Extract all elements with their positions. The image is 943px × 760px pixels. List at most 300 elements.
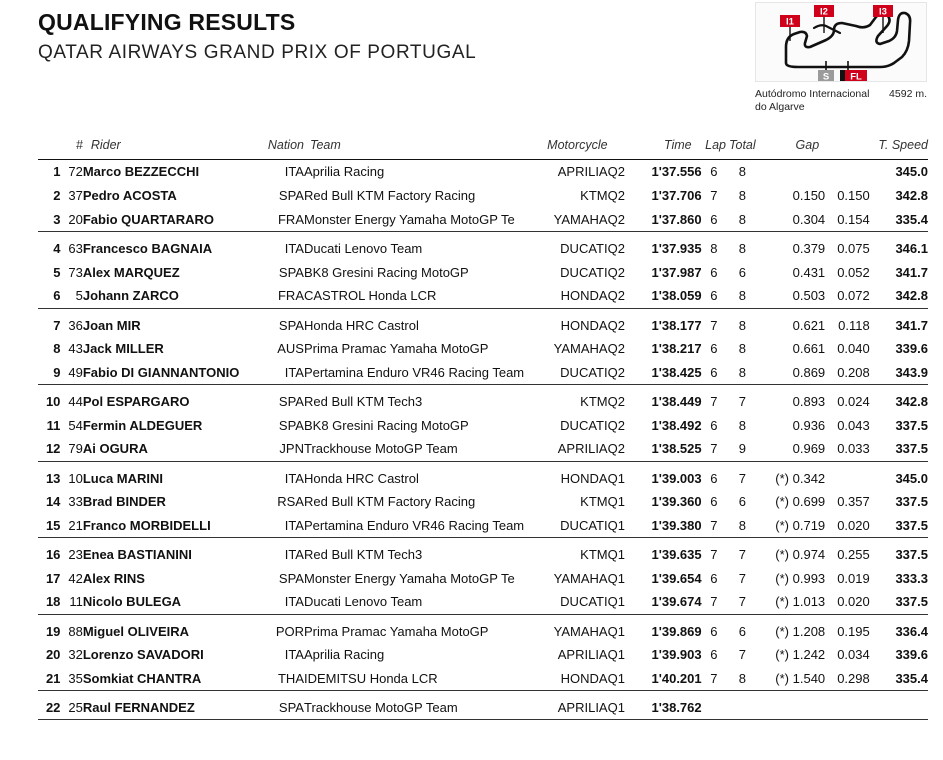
row-team: Pertamina Enduro VR46 Racing Team <box>304 514 535 538</box>
row-gap: (*) 1.540 <box>759 667 826 691</box>
row-number: 21 <box>60 514 82 538</box>
sector-marker-i1 <box>780 15 800 28</box>
table-row[interactable] <box>38 232 928 261</box>
table-row[interactable] <box>38 184 928 208</box>
row-lap: 7 <box>702 590 726 614</box>
row-number: 35 <box>60 667 82 691</box>
table-row[interactable] <box>38 590 928 614</box>
row-nation: SPA <box>278 264 304 280</box>
row-total: 8 <box>726 361 759 385</box>
row-top-speed: 337.5 <box>895 494 928 509</box>
row-session: Q2 <box>608 208 634 232</box>
row-total: 7 <box>738 647 746 662</box>
circuit-track-svg <box>756 3 927 82</box>
row-position: 8 <box>53 341 61 356</box>
row-number: 25 <box>60 691 82 720</box>
row-motorcycle: HONDA <box>560 470 608 486</box>
row-team: IDEMITSU Honda LCR <box>304 667 535 691</box>
row-lap: 7 <box>710 547 718 562</box>
row-team: Red Bull KTM Factory Racing <box>303 494 476 509</box>
row-gap-prev: 0.034 <box>837 647 870 662</box>
row-rider: Enea BASTIANINI <box>82 547 192 562</box>
row-nation: SPA <box>278 317 304 333</box>
row-motorcycle: KTM <box>580 547 608 562</box>
row-top-speed: 333.3 <box>895 570 928 586</box>
row-gap-prev <box>825 461 870 490</box>
row-motorcycle: APRILIA <box>557 164 608 180</box>
table-row[interactable] <box>38 643 928 667</box>
row-time: 1'39.380 <box>634 514 702 538</box>
row-top-speed: 335.4 <box>870 667 928 691</box>
column-header-rider: Rider <box>90 138 121 152</box>
row-top-speed: 337.5 <box>870 437 928 461</box>
table-header <box>38 138 928 160</box>
column-header-team: Team <box>309 138 341 152</box>
row-nation: THA <box>262 667 304 691</box>
row-rider: Nicolo BULEGA <box>83 590 263 614</box>
row-lap: 6 <box>710 494 718 509</box>
row-session: Q1 <box>608 590 634 614</box>
column-header-lap: Lap <box>705 138 727 152</box>
row-total: 8 <box>726 208 759 232</box>
i1-label: I1 <box>786 16 794 28</box>
row-gap-prev: 0.075 <box>837 241 870 256</box>
row-gap-prev: 0.154 <box>825 208 870 232</box>
row-gap-prev: 0.118 <box>838 317 870 333</box>
circuit-caption <box>755 88 927 114</box>
row-gap-prev: 0.195 <box>837 623 870 639</box>
row-motorcycle: DUCATI <box>535 514 608 538</box>
row-session: Q2 <box>607 164 625 180</box>
row-team: Honda HRC Castrol <box>303 317 419 333</box>
table-row[interactable] <box>38 160 928 184</box>
row-top-speed: 339.6 <box>895 341 928 356</box>
row-session: Q1 <box>607 547 625 562</box>
row-number: 42 <box>68 570 83 586</box>
row-time: 1'39.654 <box>651 570 702 586</box>
row-position: 7 <box>53 317 61 333</box>
row-total: 8 <box>738 241 746 256</box>
row-nation: SPA <box>278 188 304 203</box>
row-time: 1'37.935 <box>651 241 702 256</box>
row-top-speed: 341.7 <box>895 317 928 333</box>
row-session: Q1 <box>607 623 625 639</box>
row-motorcycle: YAMAHA <box>535 208 608 232</box>
row-gap <box>759 160 826 184</box>
row-team: Honda HRC Castrol <box>303 470 419 486</box>
row-nation: ITA <box>262 590 304 614</box>
finish-line-label: FL <box>850 71 862 82</box>
row-number: 10 <box>68 470 83 486</box>
row-team: BK8 Gresini Racing MotoGP <box>303 264 469 280</box>
row-top-speed: 336.4 <box>895 623 928 639</box>
table-row[interactable] <box>38 208 928 232</box>
row-motorcycle: HONDA <box>535 667 608 691</box>
row-total: 8 <box>726 284 759 308</box>
row-top-speed: 337.5 <box>870 514 928 538</box>
row-top-speed: 345.0 <box>895 164 928 180</box>
table-body <box>38 160 928 720</box>
row-session: Q2 <box>607 264 625 280</box>
row-top-speed <box>870 691 928 720</box>
row-gap-prev <box>825 160 870 184</box>
row-session: Q2 <box>608 437 634 461</box>
row-rider: Miguel OLIVEIRA <box>82 623 190 639</box>
column-header-time: Time <box>663 138 692 152</box>
row-session: Q1 <box>607 647 625 662</box>
row-number: 44 <box>68 394 83 409</box>
column-header-number: # <box>75 138 83 152</box>
row-top-speed: 342.8 <box>895 188 928 203</box>
row-total: 7 <box>738 394 746 409</box>
row-team: Ducati Lenovo Team <box>304 590 535 614</box>
row-total: 7 <box>726 590 759 614</box>
row-total: 7 <box>738 547 746 562</box>
column-header-gap-prev <box>825 138 870 160</box>
table-row[interactable] <box>38 308 928 337</box>
row-number: 43 <box>68 341 83 356</box>
table-header-row <box>38 138 928 160</box>
row-lap: 8 <box>710 241 718 256</box>
row-nation: ITA <box>284 164 304 180</box>
row-gap-prev: 0.052 <box>837 264 870 280</box>
row-rider: Fermin ALDEGUER <box>82 417 203 433</box>
row-session: Q2 <box>607 417 625 433</box>
row-lap: 6 <box>710 341 718 356</box>
row-gap-prev <box>825 691 870 720</box>
row-gap: (*) 0.993 <box>775 570 826 586</box>
row-gap-prev: 0.208 <box>825 361 870 385</box>
row-session: Q2 <box>608 284 634 308</box>
row-time: 1'38.492 <box>651 417 702 433</box>
row-lap: 7 <box>702 667 726 691</box>
row-session: Q2 <box>608 361 634 385</box>
row-team: BK8 Gresini Racing MotoGP <box>303 417 469 433</box>
row-position: 4 <box>53 241 61 256</box>
page-header <box>38 8 476 66</box>
row-time: 1'37.556 <box>651 164 702 180</box>
row-time: 1'39.869 <box>651 623 702 639</box>
row-lap: 6 <box>710 264 718 280</box>
row-gap-prev: 0.033 <box>825 437 870 461</box>
row-rider: Johann ZARCO <box>83 284 263 308</box>
row-motorcycle: DUCATI <box>535 361 608 385</box>
row-lap: 6 <box>702 361 726 385</box>
row-gap-prev: 0.024 <box>837 394 870 409</box>
row-gap: (*) 0.699 <box>775 494 826 509</box>
table-row[interactable] <box>38 284 928 308</box>
row-nation: SPA <box>278 394 304 409</box>
row-nation: ITA <box>284 647 304 662</box>
row-time: 1'39.674 <box>634 590 702 614</box>
row-top-speed: 343.9 <box>870 361 928 385</box>
finish-line-marker <box>840 70 867 82</box>
row-position: 19 <box>45 623 61 639</box>
row-team: Prima Pramac Yamaha MotoGP <box>303 341 489 356</box>
row-total: 6 <box>738 623 746 639</box>
row-gap-prev: 0.020 <box>825 514 870 538</box>
row-motorcycle: KTM <box>580 494 608 509</box>
row-top-speed: 342.8 <box>895 394 928 409</box>
row-nation: ITA <box>262 514 304 538</box>
row-session: Q2 <box>607 188 625 203</box>
table-row[interactable] <box>38 514 928 538</box>
table-row[interactable] <box>38 566 928 590</box>
column-header-nation: Nation <box>267 138 304 152</box>
row-session: Q2 <box>607 317 625 333</box>
row-gap: 0.379 <box>792 241 826 256</box>
row-team: Trackhouse MotoGP Team <box>304 437 535 461</box>
row-position: 10 <box>45 394 61 409</box>
row-position: 22 <box>38 691 60 720</box>
row-position: 17 <box>45 570 61 586</box>
row-number: 20 <box>60 208 82 232</box>
row-nation: FRA <box>262 208 304 232</box>
row-lap: 6 <box>710 623 718 639</box>
table-row[interactable] <box>38 337 928 361</box>
row-top-speed: 335.4 <box>870 208 928 232</box>
row-gap: 0.661 <box>792 341 826 356</box>
row-position: 21 <box>38 667 60 691</box>
row-time: 1'39.360 <box>651 494 702 509</box>
row-top-speed: 337.5 <box>870 590 928 614</box>
column-header-motorcycle: Motorcycle <box>547 138 608 152</box>
table-row[interactable] <box>38 437 928 461</box>
row-position: 6 <box>38 284 60 308</box>
row-number: 73 <box>68 264 83 280</box>
table-row[interactable] <box>38 538 928 567</box>
row-motorcycle: KTM <box>580 188 608 203</box>
row-motorcycle: DUCATI <box>560 264 608 280</box>
row-time: 1'39.635 <box>651 547 702 562</box>
table-row[interactable] <box>38 490 928 514</box>
table-row[interactable] <box>38 385 928 414</box>
row-nation: RSA <box>277 494 304 509</box>
row-team: Prima Pramac Yamaha MotoGP <box>303 623 489 639</box>
row-rider: Francesco BAGNAIA <box>82 241 213 256</box>
qualifying-results-table <box>38 138 928 720</box>
row-rider: Brad BINDER <box>82 494 166 509</box>
row-motorcycle: APRILIA <box>535 691 608 720</box>
circuit-length: 4592 m. <box>889 88 927 100</box>
row-time: 1'40.201 <box>634 667 702 691</box>
row-session: Q2 <box>607 241 625 256</box>
row-motorcycle: APRILIA <box>557 647 608 662</box>
row-nation: ITA <box>262 361 304 385</box>
row-lap: 6 <box>710 417 718 433</box>
row-nation: JPN <box>262 437 304 461</box>
row-gap: 0.893 <box>792 394 826 409</box>
start-label: S <box>822 71 830 82</box>
column-header-position <box>38 138 60 160</box>
sector-marker-i2 <box>814 5 834 18</box>
row-motorcycle: KTM <box>580 394 608 409</box>
row-position: 9 <box>38 361 60 385</box>
table-row[interactable] <box>38 461 928 490</box>
table-row[interactable] <box>38 691 928 720</box>
row-total: 7 <box>738 470 746 486</box>
row-time: 1'39.003 <box>651 470 702 486</box>
row-time: 1'38.059 <box>634 284 702 308</box>
row-lap: 7 <box>710 188 718 203</box>
row-lap: 6 <box>710 164 718 180</box>
row-number: 36 <box>68 317 83 333</box>
row-number: 88 <box>68 623 83 639</box>
row-position: 5 <box>53 264 61 280</box>
row-top-speed: 346.1 <box>895 241 928 256</box>
row-time: 1'39.903 <box>651 647 702 662</box>
row-gap: (*) 0.974 <box>775 547 826 562</box>
table-row[interactable] <box>38 260 928 284</box>
row-lap: 6 <box>710 470 718 486</box>
row-gap-prev: 0.298 <box>825 667 870 691</box>
circuit-name: Autódromo Internacional do Algarve <box>755 88 870 113</box>
row-nation: ITA <box>284 547 304 562</box>
row-rider: Ai OGURA <box>83 437 263 461</box>
row-number: 49 <box>60 361 82 385</box>
row-position: 11 <box>46 417 61 433</box>
row-nation: ITA <box>284 470 304 486</box>
row-number: 32 <box>68 647 83 662</box>
page-title: QUALIFYING RESULTS <box>38 9 296 35</box>
row-rider: Joan MIR <box>82 317 141 333</box>
row-top-speed: 337.5 <box>895 417 928 433</box>
row-lap: 7 <box>702 514 726 538</box>
row-number: 33 <box>68 494 83 509</box>
row-gap: 0.503 <box>759 284 826 308</box>
row-gap: (*) 1.242 <box>775 647 826 662</box>
row-position: 15 <box>38 514 60 538</box>
row-total: 8 <box>726 514 759 538</box>
row-number: 5 <box>60 284 82 308</box>
row-rider: Fabio DI GIANNANTONIO <box>83 361 263 385</box>
row-gap: 0.869 <box>759 361 826 385</box>
row-gap-prev: 0.072 <box>825 284 870 308</box>
row-lap: 7 <box>710 317 718 333</box>
row-rider: Somkiat CHANTRA <box>83 667 263 691</box>
row-lap: 6 <box>702 208 726 232</box>
row-rider: Pedro ACOSTA <box>82 188 177 203</box>
row-time: 1'38.217 <box>651 341 702 356</box>
row-motorcycle: HONDA <box>560 317 608 333</box>
row-motorcycle: HONDA <box>535 284 608 308</box>
row-rider: Lorenzo SAVADORI <box>82 647 204 662</box>
row-session: Q1 <box>608 691 634 720</box>
row-total <box>726 691 759 720</box>
circuit-info <box>755 2 927 114</box>
row-lap: 7 <box>710 394 718 409</box>
row-position: 14 <box>45 494 61 509</box>
row-position: 2 <box>53 188 61 203</box>
row-rider: Franco MORBIDELLI <box>83 514 263 538</box>
row-number: 54 <box>68 417 83 433</box>
row-nation: AUS <box>277 341 304 356</box>
row-position: 1 <box>53 164 61 180</box>
row-nation: FRA <box>262 284 304 308</box>
row-rider: Pol ESPARGARO <box>82 394 190 409</box>
row-rider: Alex RINS <box>82 570 145 586</box>
row-lap <box>702 691 726 720</box>
row-total: 9 <box>726 437 759 461</box>
row-number: 37 <box>68 188 83 203</box>
row-time: 1'38.449 <box>651 394 702 409</box>
row-session: Q2 <box>607 394 625 409</box>
row-session: Q1 <box>608 667 634 691</box>
row-number: 23 <box>68 547 83 562</box>
table-row[interactable] <box>38 667 928 691</box>
row-lap: 6 <box>702 284 726 308</box>
row-gap: 0.304 <box>759 208 826 232</box>
row-motorcycle: YAMAHA <box>553 341 608 356</box>
start-marker <box>818 70 834 82</box>
row-motorcycle: APRILIA <box>535 437 608 461</box>
row-nation: ITA <box>284 241 304 256</box>
row-team: Aprilia Racing <box>303 164 385 180</box>
row-time: 1'38.425 <box>634 361 702 385</box>
row-time: 1'37.860 <box>634 208 702 232</box>
table-row[interactable] <box>38 361 928 385</box>
row-top-speed: 341.7 <box>895 264 928 280</box>
row-gap-prev: 0.040 <box>837 341 870 356</box>
row-team: Red Bull KTM Tech3 <box>303 547 423 562</box>
row-nation: SPA <box>278 417 304 433</box>
row-lap: 6 <box>710 647 718 662</box>
column-header-session <box>608 138 634 160</box>
row-team: Ducati Lenovo Team <box>303 241 423 256</box>
row-team: Red Bull KTM Tech3 <box>303 394 423 409</box>
row-gap: 0.150 <box>792 188 826 203</box>
row-rider: Jack MILLER <box>82 341 164 356</box>
row-total: 8 <box>738 188 746 203</box>
row-time: 1'37.987 <box>651 264 702 280</box>
row-top-speed: 337.5 <box>895 547 928 562</box>
row-number: 11 <box>60 590 82 614</box>
row-number: 79 <box>60 437 82 461</box>
row-total: 6 <box>738 264 746 280</box>
page-subtitle: QATAR AIRWAYS GRAND PRIX OF PORTUGAL <box>38 42 477 63</box>
row-rider: Fabio QUARTARARO <box>83 208 263 232</box>
i2-label: I2 <box>820 6 828 18</box>
row-gap-prev: 0.357 <box>837 494 870 509</box>
column-header-top-speed: T. Speed <box>878 138 928 152</box>
row-position: 20 <box>45 647 61 662</box>
row-motorcycle: DUCATI <box>535 590 608 614</box>
row-position: 16 <box>45 547 61 562</box>
row-nation: SPA <box>278 570 304 586</box>
row-gap: 0.431 <box>792 264 826 280</box>
table-row[interactable] <box>38 614 928 643</box>
table-row[interactable] <box>38 413 928 437</box>
row-total: 8 <box>738 417 746 433</box>
row-gap: (*) 1.013 <box>759 590 826 614</box>
row-gap-prev: 0.255 <box>837 547 870 562</box>
row-rider: Raul FERNANDEZ <box>83 691 263 720</box>
row-motorcycle: YAMAHA <box>553 570 608 586</box>
row-gap-prev: 0.020 <box>825 590 870 614</box>
i3-label: I3 <box>879 6 887 18</box>
row-gap: 0.969 <box>759 437 826 461</box>
row-nation: SPA <box>262 691 304 720</box>
row-gap: (*) 0.719 <box>759 514 826 538</box>
row-nation: POR <box>275 623 304 639</box>
row-team: Red Bull KTM Factory Racing <box>303 188 476 203</box>
row-time: 1'38.525 <box>634 437 702 461</box>
row-lap: 7 <box>702 437 726 461</box>
row-gap: 0.936 <box>792 417 826 433</box>
row-time: 1'37.706 <box>651 188 702 203</box>
row-session: Q1 <box>608 514 634 538</box>
row-gap-prev: 0.150 <box>837 188 870 203</box>
